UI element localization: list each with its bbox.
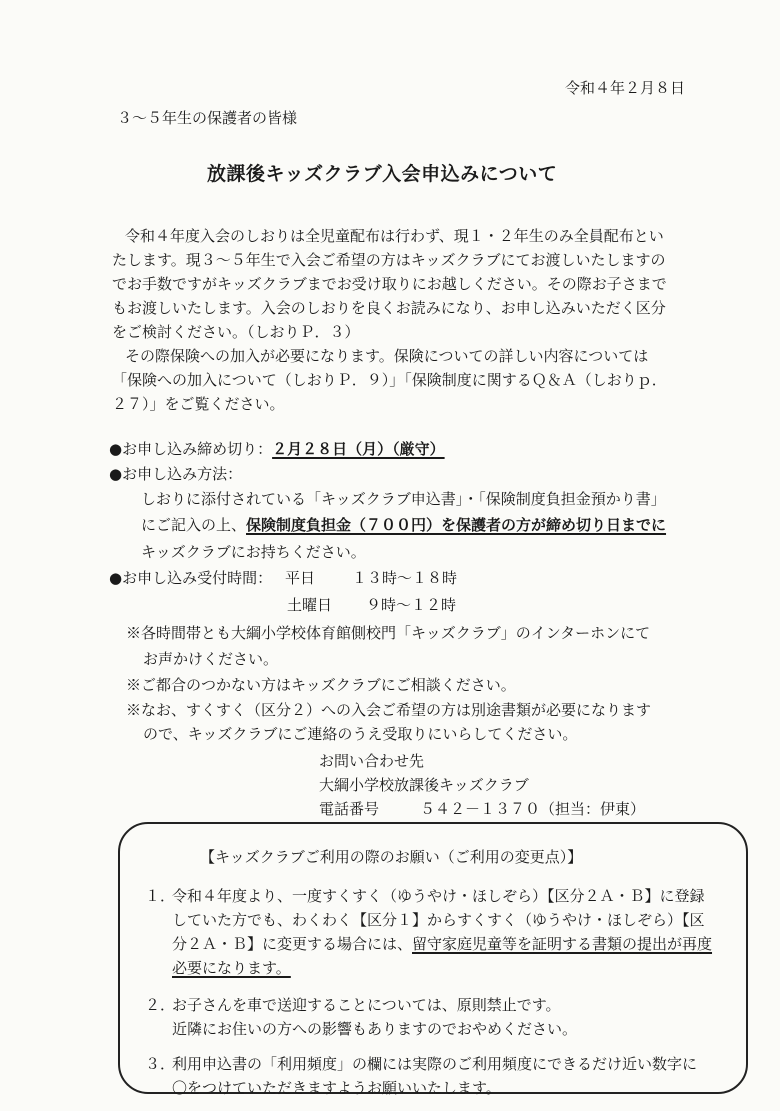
hours-label: ●お申し込み受付時間： xyxy=(109,569,273,587)
item-number: ２． xyxy=(145,996,176,1014)
item1-line xyxy=(172,935,712,953)
method-line: キッズクラブにお持ちください。 xyxy=(141,543,366,561)
item1-line3-emphasis: 留守家庭児童等を証明する書類の提出が再度 xyxy=(412,935,713,953)
method-line: しおりに添付されている「キッズクラブ申込書」・「保険制度負担金預かり書」 xyxy=(141,490,666,508)
method-line xyxy=(141,516,666,534)
method-line2-emphasis: 保険制度負担金（７００円）を保護者の方が締め切り日までに xyxy=(246,516,667,534)
deadline-label: ●お申し込み締め切り： xyxy=(109,440,273,458)
method-label: ●お申し込み方法： xyxy=(109,465,243,483)
deadline-row xyxy=(109,440,445,458)
weekday-time: １３時～１８時 xyxy=(352,569,458,587)
date: 令和４年２月８日 xyxy=(565,79,686,97)
intro-line: 令和４年度入会のしおりは全児童配布は行わず、現１・２年生のみ全員配布とい xyxy=(125,227,664,245)
notice-title: 【キッズクラブご利用の際のお願い（ご利用の変更点）】 xyxy=(200,848,583,866)
intro-line: でお手数ですがキッズクラブまでお受け取りにお越しください。その際お子さまで xyxy=(112,275,667,293)
note-line: お声かけください。 xyxy=(143,650,279,668)
phone-number: ５４２－１３７０（担当：伊東） xyxy=(420,800,646,818)
item1-line3-pre: 分２Ａ・Ｂ】に変更する場合には、 xyxy=(172,935,413,953)
page-title: 放課後キッズクラブ入会申込みについて xyxy=(207,163,558,185)
insurance-line: ２７）」をご覧ください。 xyxy=(112,395,285,413)
item3-line: 利用申込書の「利用頻度」の欄には実際のご利用頻度にできるだけ近い数字に xyxy=(172,1055,698,1073)
intro-line: をご検討ください。（しおりＰ．３） xyxy=(112,323,360,341)
note-line: ので、キッズクラブにご連絡のうえ受取りにいらしてください。 xyxy=(143,725,578,743)
note-line: ※各時間帯とも大綱小学校体育館側校門「キッズクラブ」のインターホンにて xyxy=(126,624,651,642)
item3-line: 〇をつけていただきますようお願いいたします。 xyxy=(172,1079,501,1097)
item2-line: お子さんを車で送迎することについては、原則禁止です。 xyxy=(172,996,561,1014)
contact-name: 大綱小学校放課後キッズクラブ xyxy=(319,776,529,794)
item1-line: 令和４年度より、一度すくすく（ゆうやけ・ほしぞら）【区分２Ａ・Ｂ】に登録 xyxy=(172,887,705,905)
item-number: １． xyxy=(145,887,176,905)
weekday-label: 平日 xyxy=(285,569,316,587)
insurance-line: その際保険への加入が必要になります。保険についての詳しい内容については xyxy=(125,347,649,365)
saturday-label: 土曜日 xyxy=(287,596,333,614)
intro-line: もお渡しいたします。入会のしおりを良くお読みになり、お申し込みいただく区分 xyxy=(112,299,666,317)
recipient: ３～５年生の保護者の皆様 xyxy=(117,109,298,127)
phone-label: 電話番号 xyxy=(319,800,380,818)
item1-line4-emphasis: 必要になります。 xyxy=(172,959,291,977)
saturday-time: ９時～１２時 xyxy=(366,596,457,614)
item2-line: 近隣にお住いの方への影響もありますのでおやめください。 xyxy=(172,1020,578,1038)
item-number: ３． xyxy=(145,1055,176,1073)
deadline-value: ２月２８日（月）（厳守） xyxy=(272,440,445,458)
insurance-line: 「保険への加入について（しおりＰ．９）」「保険制度に関するＱ＆Ａ（しおりｐ． xyxy=(112,371,667,389)
intro-line: たします。現３～５年生で入会ご希望の方はキッズクラブにてお渡しいたしますの xyxy=(112,251,666,269)
method-line2-pre: にご記入の上、 xyxy=(141,516,247,534)
note-line: ※ご都合のつかない方はキッズクラブにご相談ください。 xyxy=(126,676,516,694)
item1-line: していた方でも、わくわく【区分１】からすくすく（ゆうやけ・ほしぞら）【区 xyxy=(172,911,705,929)
item1-line xyxy=(172,959,291,977)
contact-label: お問い合わせ先 xyxy=(319,752,425,770)
note-line: ※なお、すくすく（区分２）への入会ご希望の方は別途書類が必要になります xyxy=(126,701,652,719)
